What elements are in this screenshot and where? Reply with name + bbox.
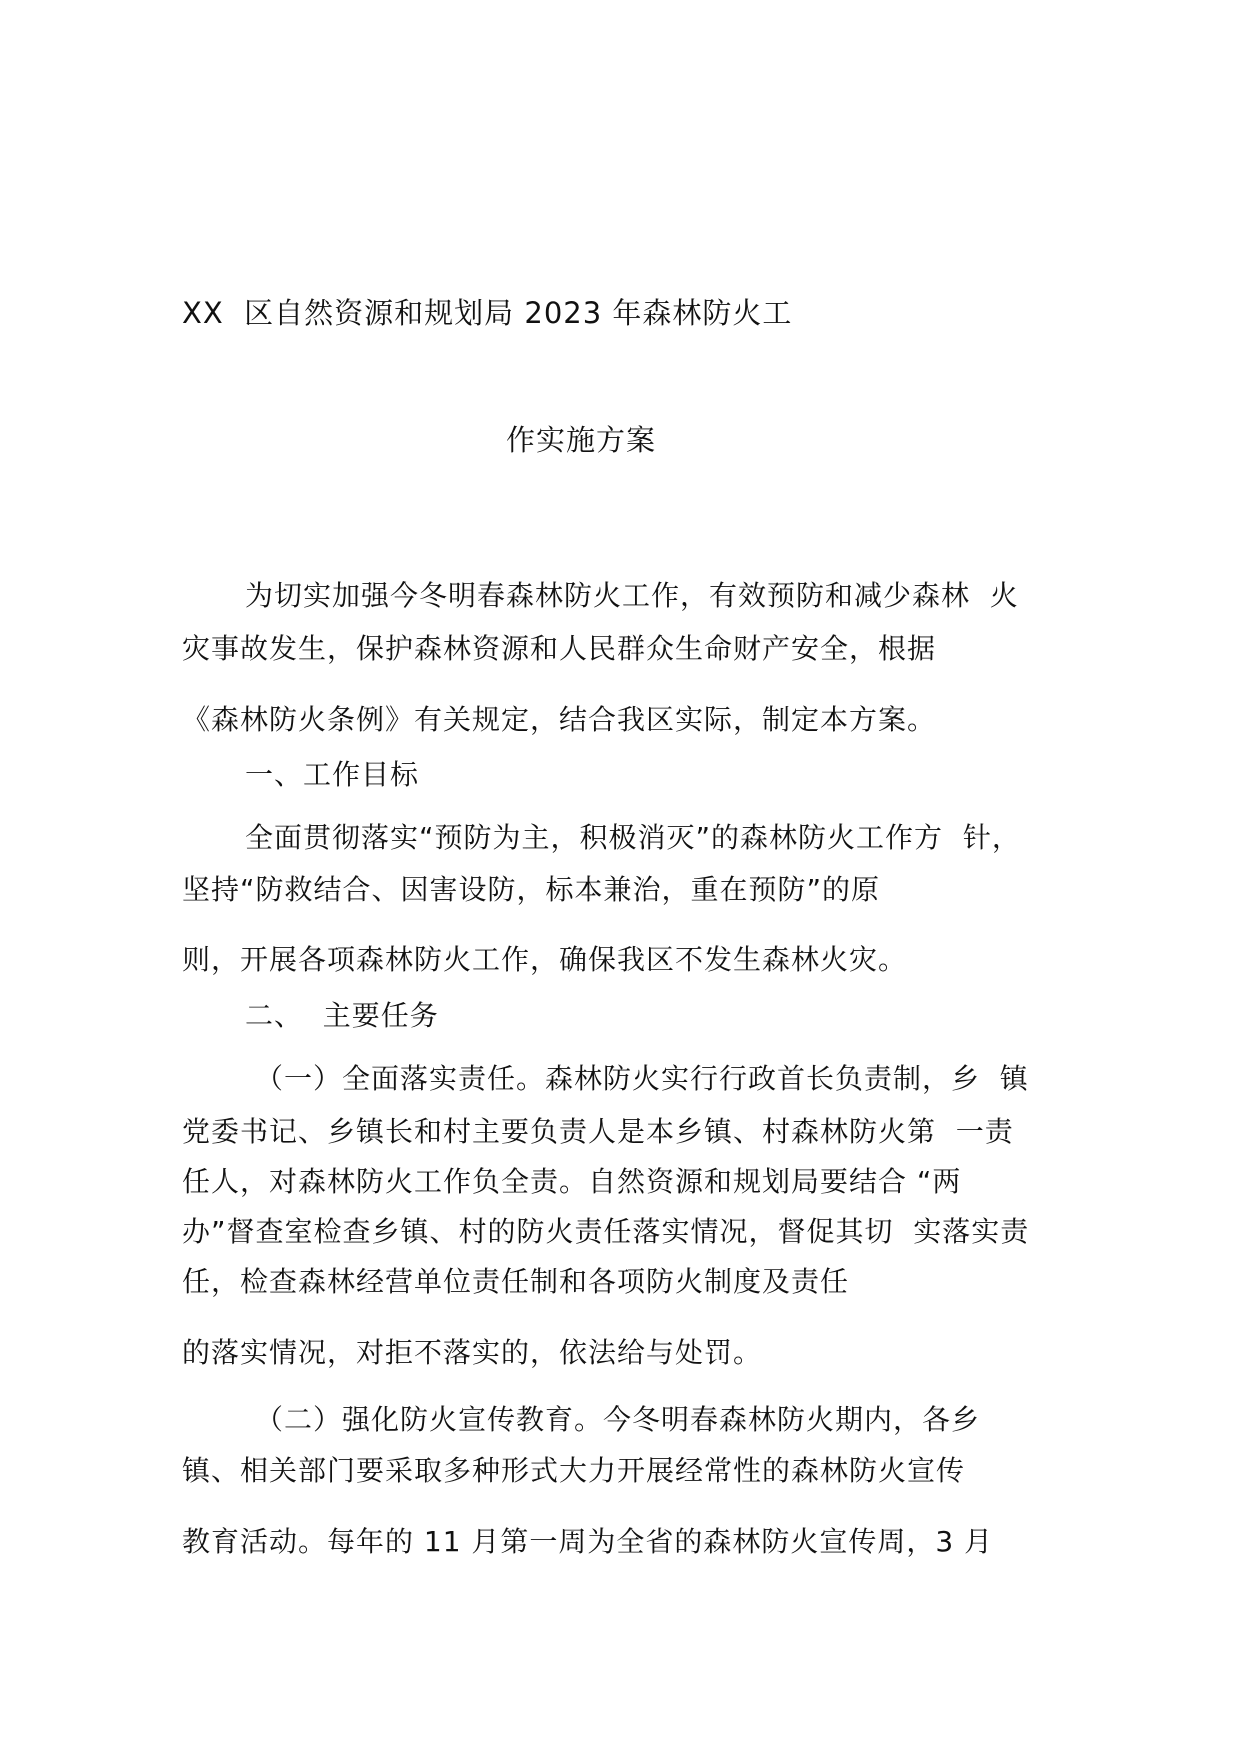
body-line: 全面贯彻落实“预防为主，积极消灭”的森林防火工作方 针，	[245, 821, 1021, 854]
body-line: 的落实情况，对拒不落实的，依法给与处罚。	[182, 1336, 763, 1369]
body-line: 任，检查森林经营单位责任制和各项防火制度及责任	[182, 1265, 850, 1298]
body-line: 党委书记、乡镇长和村主要负责人是本乡镇、村森林防火第 一责	[182, 1115, 1014, 1148]
body-line: 办”督查室检查乡镇、村的防火责任落实情况，督促其切 实落实责	[182, 1215, 1030, 1248]
body-line: 为切实加强今冬明春森林防火工作，有效预防和减少森林 火	[245, 579, 1019, 612]
body-line: 教育活动。每年的 11 月第一周为全省的森林防火宣传周，3 月	[182, 1525, 994, 1558]
body-line: 灾事故发生，保护森林资源和人民群众生命财产安全，根据	[182, 632, 937, 665]
body-line: 任人，对森林防火工作负全责。自然资源和规划局要结合 “两	[182, 1165, 962, 1198]
title-line-1: XX 区自然资源和规划局 2023 年森林防火工	[182, 296, 793, 330]
body-line: （二）强化防火宣传教育。今冬明春森林防火期内，各乡	[255, 1403, 981, 1436]
title-line-2: 作实施方案	[506, 423, 657, 457]
body-line: 则，开展各项森林防火工作，确保我区不发生森林火灾。	[182, 943, 908, 976]
body-line: 《森林防火条例》有关规定，结合我区实际，制定本方案。	[182, 703, 937, 736]
section-heading: 一、工作目标	[245, 758, 420, 791]
body-line: 镇、相关部门要采取多种形式大力开展经常性的森林防火宣传	[182, 1454, 966, 1487]
section-heading: 二、 主要任务	[245, 999, 439, 1032]
body-line: （一）全面落实责任。森林防火实行行政首长负责制，乡 镇	[255, 1062, 1029, 1095]
body-line: 坚持“防救结合、因害设防，标本兼治，重在预防”的原	[182, 873, 881, 906]
